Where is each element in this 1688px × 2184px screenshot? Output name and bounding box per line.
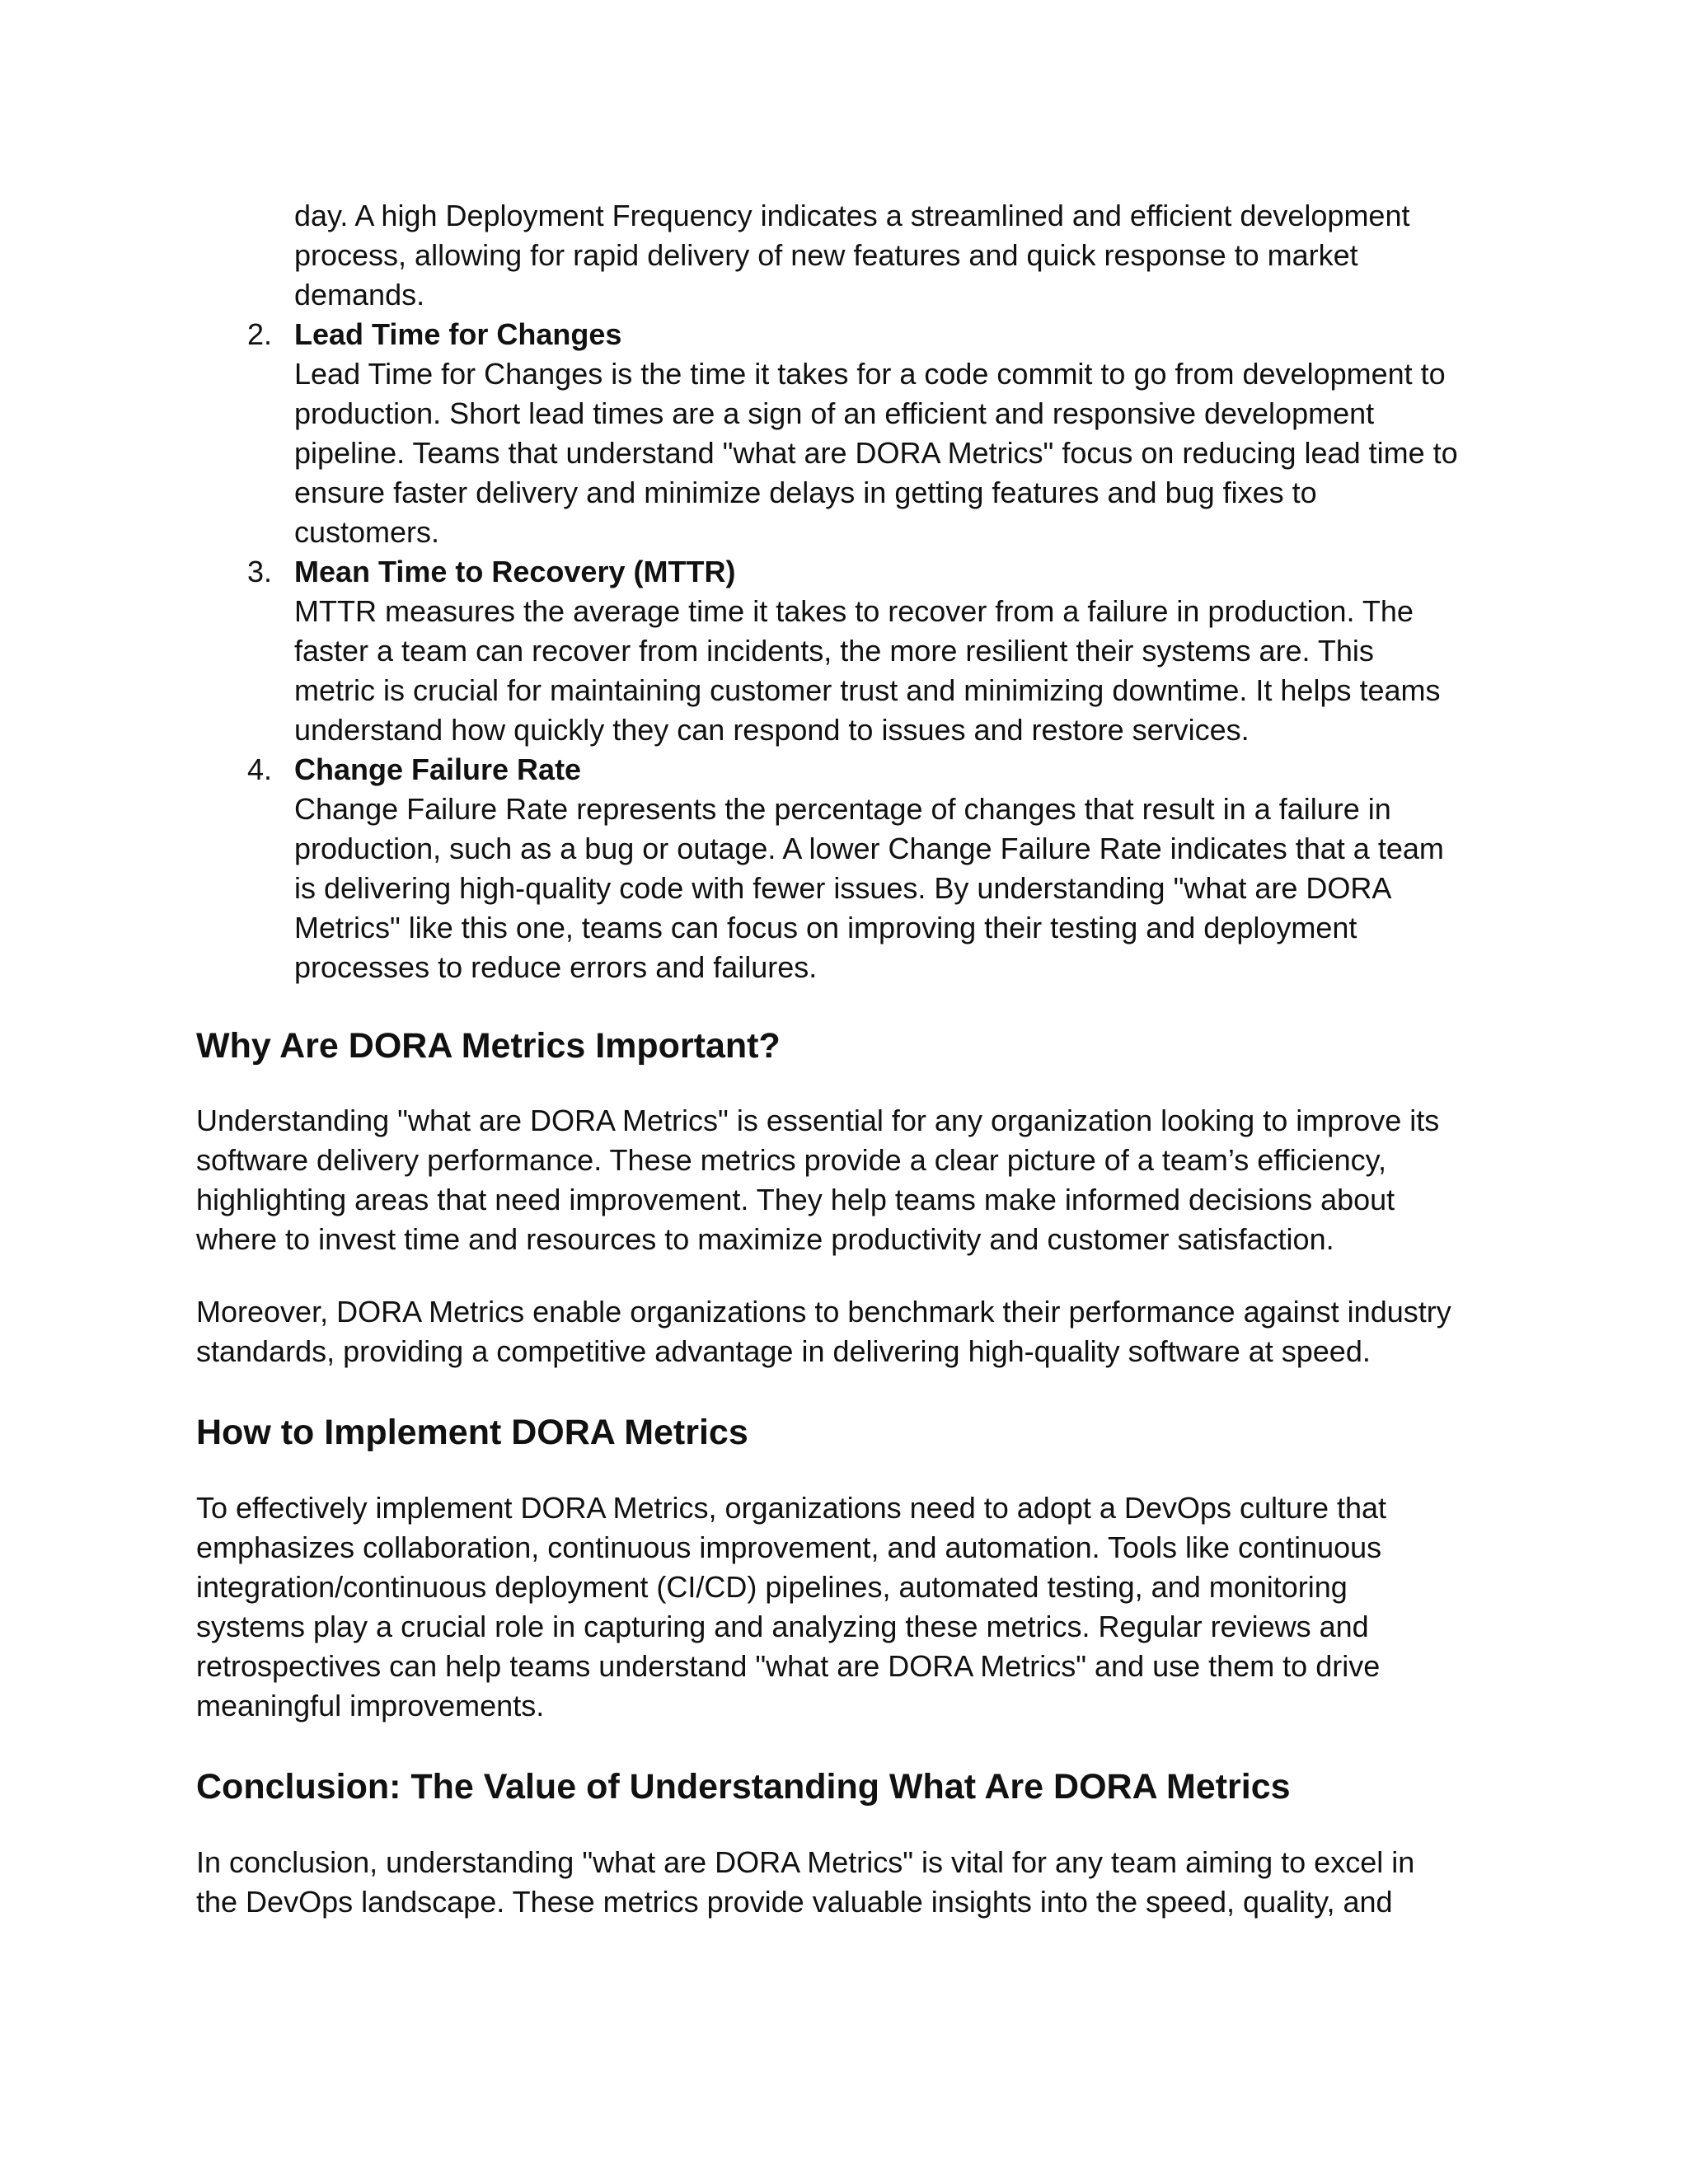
section-heading-conclusion: Conclusion: The Value of Understanding What Are DORA Metrics — [196, 1767, 1291, 1807]
section-heading-how-to-implement: How to Implement DORA Metrics — [196, 1413, 748, 1452]
list-item-3-text-line: understand how quickly they can respond to issues and restore services. — [294, 713, 1250, 747]
list-item-3-title: Mean Time to Recovery (MTTR) — [294, 555, 736, 588]
paragraph-line: Moreover, DORA Metrics enable organizations to benchmark their performance against industry — [196, 1295, 1451, 1329]
list-item-4-text-line: production, such as a bug or outage. A lower Change Failure Rate indicates that a team — [294, 832, 1444, 865]
paragraph-line: meaningful improvements. — [196, 1689, 545, 1722]
paragraph-line: software delivery performance. These metrics provide a clear picture of a team’s efficiency, — [196, 1143, 1386, 1177]
paragraph-line: In conclusion, understanding "what are DORA Metrics" is vital for any team aiming to excel in — [196, 1845, 1415, 1879]
paragraph-line: retrospectives can help teams understand "what are DORA Metrics" and use them to drive — [196, 1649, 1381, 1683]
list-item-4-title: Change Failure Rate — [294, 752, 582, 786]
list-item-1-text-line: process, allowing for rapid delivery of new features and quick response to market — [294, 238, 1358, 272]
paragraph-line: standards, providing a competitive advantage in delivering high-quality software at speed. — [196, 1334, 1371, 1368]
list-item-2-text-line: pipeline. Teams that understand "what are DORA Metrics" focus on reducing lead time to — [294, 436, 1458, 470]
list-item-1-text-line: demands. — [294, 278, 425, 312]
paragraph-line: To effectively implement DORA Metrics, organizations need to adopt a DevOps culture that — [196, 1491, 1387, 1525]
list-item-4-text-line: Change Failure Rate represents the percentage of changes that result in a failure in — [294, 792, 1391, 826]
list-item-3-text-line: faster a team can recover from incidents, the more resilient their systems are. This — [294, 634, 1374, 668]
list-item-2-text-line: ensure faster delivery and minimize delays in getting features and bug fixes to — [294, 476, 1317, 509]
list-item-2-text-line: production. Short lead times are a sign of an efficient and responsive development — [294, 396, 1375, 430]
paragraph-line: where to invest time and resources to maximize productivity and customer satisfaction. — [196, 1222, 1334, 1256]
list-item-3-text-line: metric is crucial for maintaining customer trust and minimizing downtime. It helps teams — [294, 673, 1441, 707]
list-item-3-text-line: MTTR measures the average time it takes to recover from a failure in production. The — [294, 594, 1414, 628]
list-item-4-text-line: processes to reduce errors and failures. — [294, 950, 818, 984]
paragraph-line: Understanding "what are DORA Metrics" is essential for any organization looking to improve its — [196, 1104, 1440, 1137]
list-item-3-marker: 3. — [246, 555, 272, 588]
list-item-2-marker: 2. — [246, 317, 272, 351]
section-heading-why-important: Why Are DORA Metrics Important? — [196, 1026, 781, 1066]
paragraph-line: the DevOps landscape. These metrics provide valuable insights into the speed, quality, and — [196, 1885, 1393, 1919]
paragraph-line: highlighting areas that need improvement. They help teams make informed decisions about — [196, 1183, 1395, 1216]
paragraph-line: integration/continuous deployment (CI/CD) pipelines, automated testing, and monitoring — [196, 1570, 1348, 1604]
list-item-4-marker: 4. — [246, 752, 272, 786]
list-item-2-text-line: Lead Time for Changes is the time it takes for a code commit to go from development to — [294, 357, 1446, 391]
list-item-1-text-line: day. A high Deployment Frequency indicates a streamlined and efficient development — [294, 199, 1410, 232]
list-item-4-text-line: is delivering high-quality code with fewer issues. By understanding "what are DORA — [294, 871, 1392, 905]
list-item-4-text-line: Metrics" like this one, teams can focus on improving their testing and deployment — [294, 911, 1357, 944]
paragraph-line: systems play a crucial role in capturing and analyzing these metrics. Regular reviews and — [196, 1610, 1369, 1643]
list-item-2-text-line: customers. — [294, 515, 440, 549]
paragraph-line: emphasizes collaboration, continuous improvement, and automation. Tools like continuous — [196, 1530, 1382, 1564]
list-item-2-title: Lead Time for Changes — [294, 317, 622, 351]
